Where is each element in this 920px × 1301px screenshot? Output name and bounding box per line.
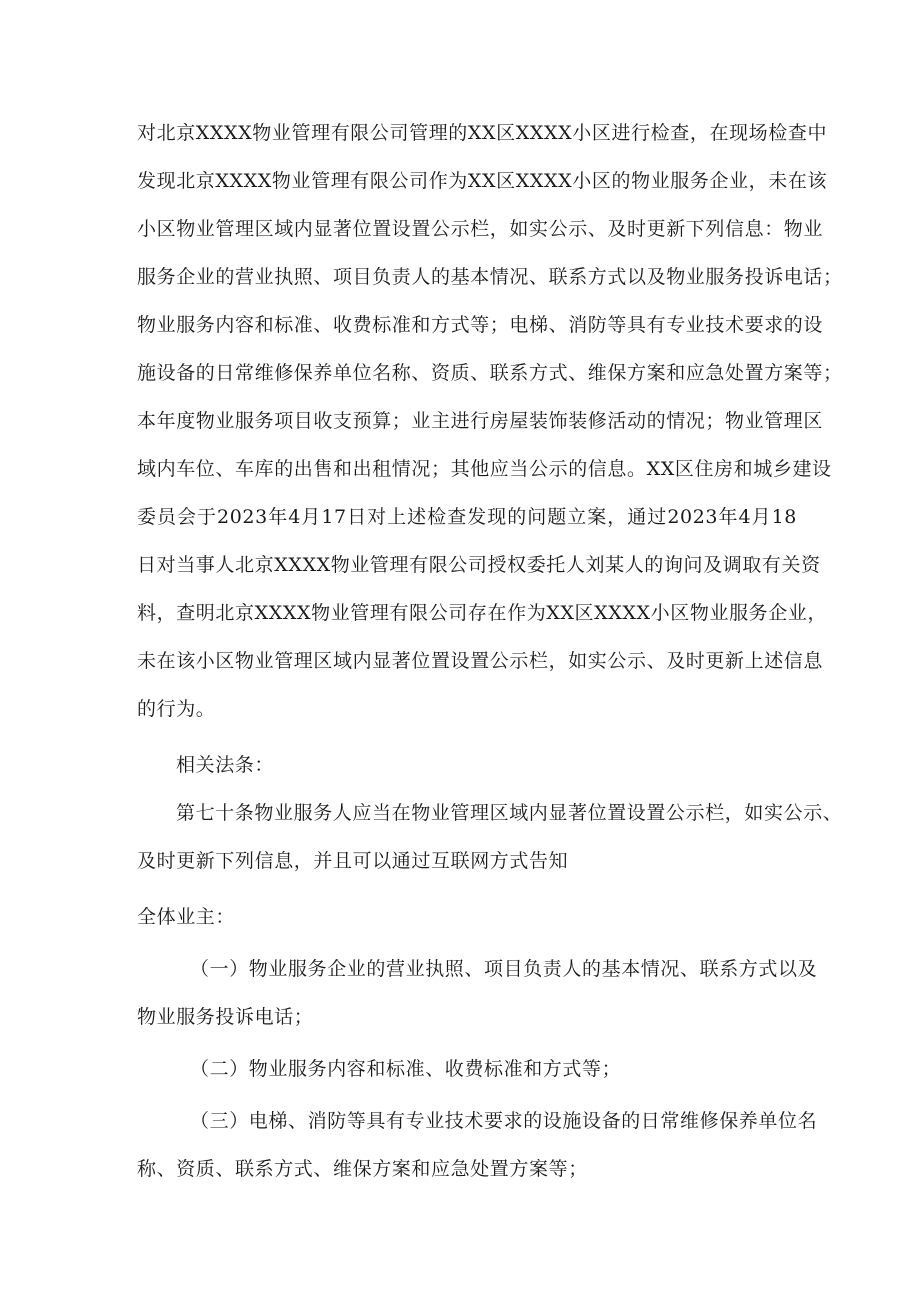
paragraph-line: 发现北京XXXX物业管理有限公司作为XX区XXXX小区的物业服务企业，未在该 [137,170,828,192]
paragraph-line: 的行为。 [137,698,216,720]
list-item-line: （一）物业服务企业的营业执照、项目负责人的基本情况、联系方式以及 [190,958,818,980]
paragraph-line: 未在该小区物业管理区域内显著位置设置公示栏，如实公示、及时更新上述信息 [137,650,824,672]
list-item-line: 称、资质、联系方式、维保方案和应急处置方案等； [137,1158,588,1180]
section-heading: 相关法条： [176,754,275,776]
paragraph-line: 小区物业管理区域内显著位置设置公示栏，如实公示、及时更新下列信息：物业 [137,218,824,240]
paragraph-line: 日对当事人北京XXXX物业管理有限公司授权委托人刘某人的询问及调取有关资 [137,554,821,576]
paragraph-line: 委员会于2023年4月17日对上述检查发现的问题立案，通过2023年4月18 [137,506,797,528]
list-item-line: 物业服务投诉电话； [137,1006,314,1028]
paragraph-line: 施设备的日常维修保养单位名称、资质、联系方式、维保方案和应急处置方案等； [137,362,843,384]
paragraph-line: 对北京XXXX物业管理有限公司管理的XX区XXXX小区进行检查，在现场检查中 [137,122,828,144]
article-line: 第七十条物业服务人应当在物业管理区域内显著位置设置公示栏，如实公示、 [176,802,843,824]
list-item-line: （三）电梯、消防等具有专业技术要求的设施设备的日常维修保养单位名 [190,1110,818,1132]
article-line: 全体业主： [137,906,236,928]
paragraph-line: 服务企业的营业执照、项目负责人的基本情况、联系方式以及物业服务投诉电话； [137,266,843,288]
paragraph-line: 物业服务内容和标准、收费标准和方式等；电梯、消防等具有专业技术要求的设 [137,314,824,336]
article-line: 及时更新下列信息，并且可以通过互联网方式告知 [137,850,569,872]
paragraph-line: 域内车位、车库的出售和出租情况；其他应当公示的信息。XX区住房和城乡建设 [137,458,832,480]
list-item-line: （二）物业服务内容和标准、收费标准和方式等； [190,1058,622,1080]
paragraph-line: 料，查明北京XXXX物业管理有限公司存在作为XX区XXXX小区物业服务企业， [137,602,828,624]
paragraph-line: 本年度物业服务项目收支预算；业主进行房屋装饰装修活动的情况；物业管理区 [137,410,824,432]
